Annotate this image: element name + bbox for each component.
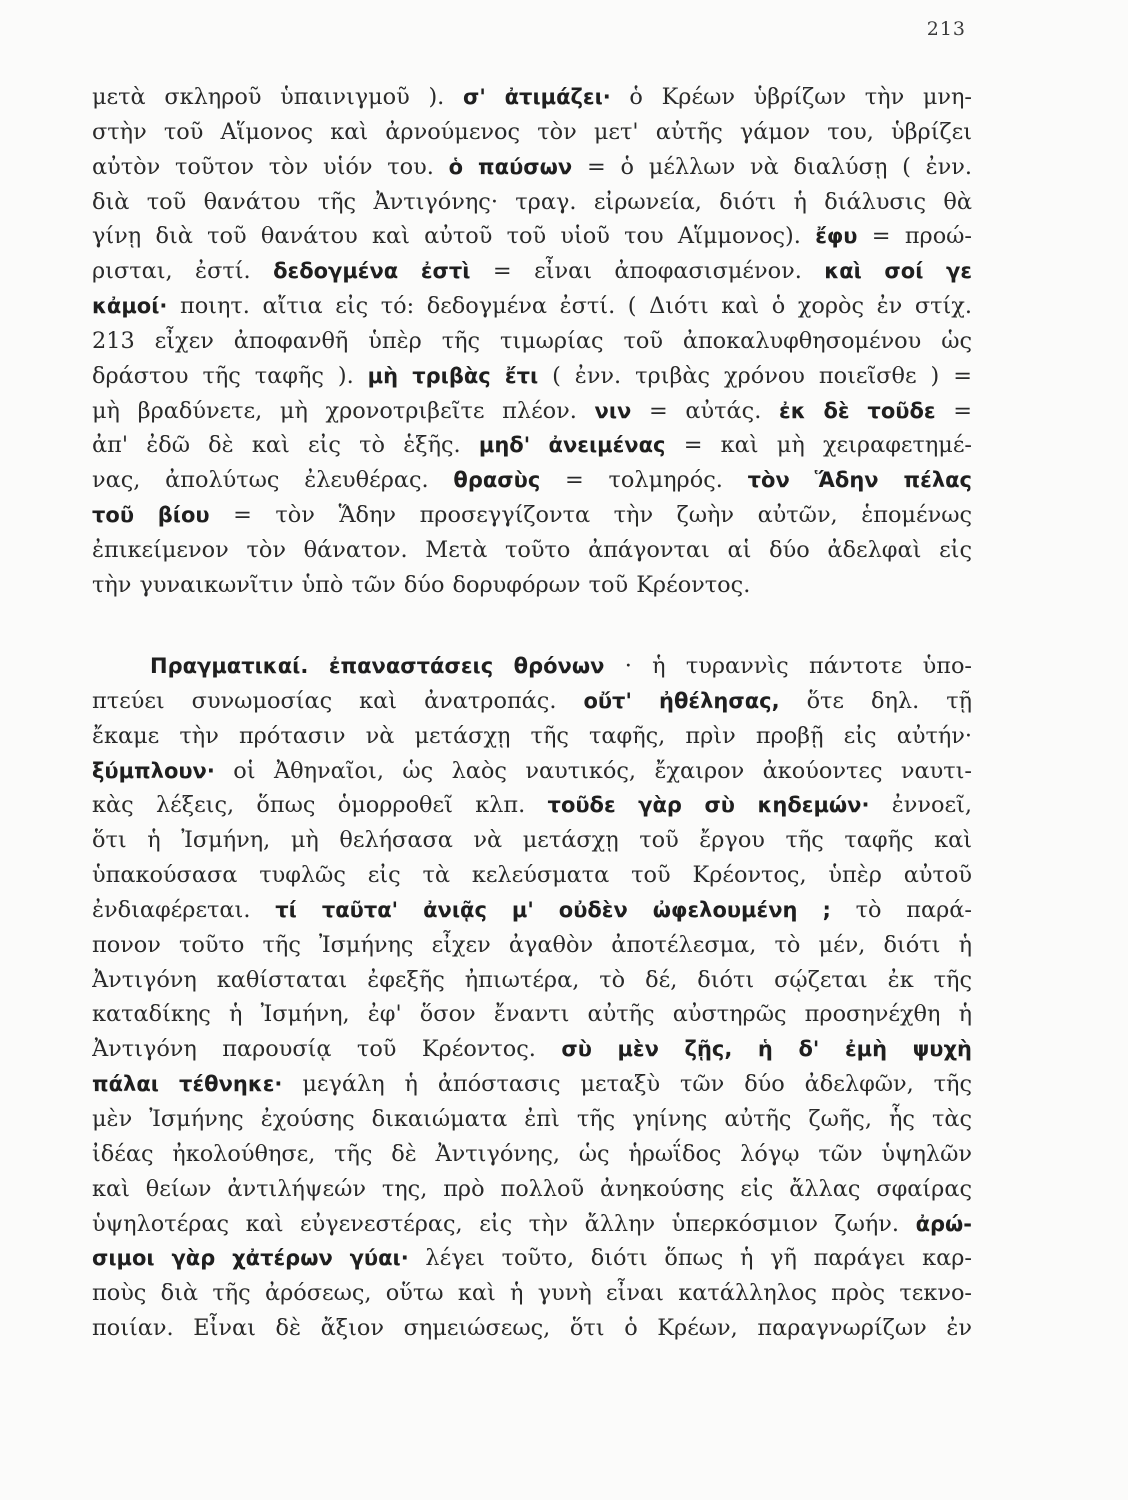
- lemma-term: Πραγματικαί.: [150, 654, 329, 678]
- commentary-text: = καὶ μὴ χειραφετημέ-: [665, 432, 972, 459]
- commentary-text: μεγάλη ἡ ἀπόστασις μεταξὺ τῶν δύο ἀδελφῶν, τῆς: [282, 1071, 972, 1098]
- lemma-term: τί ταῦτα' ἀνιᾷς μ' οὐδὲν ὠφελουμένη ;: [275, 897, 831, 922]
- text-line: [92, 963, 972, 998]
- text-line: [92, 1241, 972, 1276]
- text-line: [92, 428, 972, 463]
- commentary-text: τὴν γυναικωνῖτιν ὑπὸ τῶν δύο δορυφόρων τοῦ Κρέοντος.: [92, 571, 751, 598]
- commentary-text: ὅτι ἡ Ἰσμήνη, μὴ θελήσασα νὰ μετάσχῃ τοῦ ἔργου τῆς ταφῆς καὶ: [92, 827, 972, 854]
- commentary-text: οἱ Ἀθηναῖοι, ὡς λαὸς ναυτικός, ἔχαιρον ἀκούοντες ναυτι-: [214, 757, 972, 784]
- commentary-text: καταδίκης ἡ Ἰσμήνη, ἐφ' ὅσον ἔναντι αὐτῆς αὐστηρῶς προσηνέχθη ἡ: [92, 1001, 972, 1028]
- lemma-term: σ' ἀτιμάζει·: [462, 85, 611, 109]
- commentary-text: ἐνδιαφέρεται.: [92, 896, 276, 923]
- paragraph-2: [92, 649, 972, 1346]
- lemma-term: θρασὺς: [453, 468, 541, 493]
- lemma-term: μηδ' ἀνειμένας: [478, 433, 666, 458]
- text-line: [92, 1137, 972, 1172]
- text-line: [92, 533, 972, 568]
- commentary-text: γίνῃ διὰ τοῦ θανάτου καὶ αὐτοῦ τοῦ υἱοῦ του Αἵμμονος).: [92, 223, 816, 250]
- commentary-text: μετὰ σκληροῦ ὑπαινιγμοῦ ).: [92, 84, 463, 110]
- text-line: [92, 649, 972, 684]
- text-line: [92, 1311, 972, 1346]
- lemma-term: καὶ σοί γε: [824, 259, 972, 284]
- commentary-text: Ἀντιγόνη καθίσταται ἐφεξῆς ἠπιωτέρα, τὸ δέ, διότι σῴζεται ἐκ τῆς: [92, 966, 972, 993]
- text-line: [92, 359, 972, 394]
- text-line: [92, 893, 972, 928]
- commentary-text: ὅτε δηλ. τῇ: [779, 687, 972, 714]
- commentary-text: = τολμηρός.: [540, 467, 748, 494]
- commentary-text: ὑψηλοτέρας καὶ εὐγενεστέρας, εἰς τὴν ἄλλην ὑπερκόσμιον ζωήν.: [92, 1210, 916, 1237]
- lemma-term: κἀμοί·: [92, 294, 168, 319]
- commentary-text: ἐννοεῖ,: [869, 792, 972, 819]
- page-number: 213: [926, 18, 966, 40]
- commentary-text: στὴν τοῦ Αἵμονος καὶ ἀρνούμενος τὸν μετ' αὐτῆς γάμον του, ὑβρίζει: [92, 118, 972, 145]
- lemma-term: ἐκ δὲ τοῦδε: [779, 398, 936, 423]
- commentary-text: =: [935, 397, 972, 424]
- lemma-term: πάλαι τέθνηκε·: [92, 1072, 283, 1097]
- text-line: [92, 254, 972, 289]
- text-line: [92, 719, 972, 754]
- text-line: [92, 80, 972, 115]
- commentary-text: πονον τοῦτο τῆς Ἰσμήνης εἶχεν ἀγαθὸν ἀποτέλεσμα, τὸ μέν, διότι ἡ: [92, 931, 972, 958]
- commentary-text: λέγει τοῦτο, διότι ὅπως ἡ γῆ παράγει καρ-: [408, 1245, 972, 1272]
- text-line: [92, 1032, 972, 1067]
- commentary-text: Ἀντιγόνη παρουσίᾳ τοῦ Κρέοντος.: [92, 1036, 562, 1063]
- lemma-term: τὸν Ἅδην πέλας: [747, 468, 972, 493]
- commentary-text: πτεύει συνωμοσίας καὶ ἀνατροπάς.: [92, 687, 584, 714]
- lemma-term: ὁ παύσων: [448, 154, 573, 179]
- commentary-text: ποὺς διὰ τῆς ἀρόσεως, οὕτω καὶ ἡ γυνὴ εἶναι κατάλληλος πρὸς τεκνο-: [92, 1280, 972, 1307]
- text-line: [92, 463, 972, 498]
- commentary-text: = αὐτάς.: [631, 397, 779, 424]
- commentary-text: ἰδέας ἠκολούθησε, τῆς δὲ Ἀντιγόνης, ὡς ἡρωΐδος λόγῳ τῶν ὑψηλῶν: [92, 1140, 972, 1167]
- lemma-term: σὺ μὲν ζῇς, ἡ δ' ἐμὴ ψυχὴ: [561, 1037, 972, 1062]
- commentary-text: ἔκαμε τὴν πρότασιν νὰ μετάσχῃ τῆς ταφῆς, πρὶν προβῇ εἰς αὐτήν·: [92, 722, 972, 749]
- commentary-text: νας, ἀπολύτως ἐλευθέρας.: [92, 467, 454, 494]
- commentary-text: ποιητ. αἴτια εἰς τό: δεδογμένα ἐστί. ( Διότι καὶ ὁ χορὸς ἐν στίχ.: [167, 293, 972, 320]
- commentary-text: ἀπ' ἐδῶ δὲ καὶ εἰς τὸ ἑξῆς.: [92, 432, 479, 459]
- commentary-text: = τὸν Ἅδην προσεγγίζοντα τὴν ζωὴν αὐτῶν, ἑπομένως: [209, 502, 972, 529]
- text-line: [92, 754, 972, 789]
- commentary-text: δράστου τῆς ταφῆς ).: [92, 362, 368, 389]
- text-line: [92, 150, 972, 185]
- text-line: [92, 1276, 972, 1311]
- text-line: [92, 1172, 972, 1207]
- text-line: [92, 219, 972, 254]
- text-line: [92, 394, 972, 429]
- commentary-text: ( ἐνν. τριβὰς χρόνου ποιεῖσθε ) =: [538, 362, 972, 389]
- text-line: [92, 928, 972, 963]
- text-line: [92, 115, 972, 150]
- lemma-term: ἀρώ-: [915, 1211, 972, 1236]
- commentary-text: τὸ παρά-: [830, 896, 972, 923]
- lemma-term: ξύμπλουν·: [92, 758, 215, 783]
- commentary-text: ὁ Κρέων ὑβρίζων τὴν μνη-: [610, 84, 972, 110]
- commentary-text: μὴ βραδύνετε, μὴ χρονοτριβεῖτε πλέον.: [92, 397, 595, 424]
- lemma-term: ἐπαναστάσεις θρόνων: [328, 654, 605, 678]
- text-line: [92, 324, 972, 359]
- lemma-term: οὔτ' ἠθέλησας,: [583, 688, 780, 713]
- commentary-text: 213 εἶχεν ἀποφανθῆ ὑπὲρ τῆς τιμωρίας τοῦ ἀποκαλυφθησομένου ὡς: [92, 327, 972, 354]
- commentary-text: αὐτὸν τοῦτον τὸν υἱόν του.: [92, 153, 449, 180]
- commentary-text: μὲν Ἰσμήνης ἐχούσης δικαιώματα ἐπὶ τῆς γηίνης αὐτῆς ζωῆς, ἧς τὰς: [92, 1105, 972, 1132]
- text-line: [92, 568, 972, 603]
- commentary-text: ἐπικείμενον τὸν θάνατον. Μετὰ τοῦτο ἀπάγονται αἱ δύο ἀδελφαὶ εἰς: [92, 536, 972, 563]
- lemma-term: τοῦδε γὰρ σὺ κηδεμών·: [547, 793, 870, 818]
- text-line: [92, 858, 972, 893]
- commentary-text: ποιίαν. Εἶναι δὲ ἄξιον σημειώσεως, ὅτι ὁ Κρέων, παραγνωρίζων ἐν: [92, 1315, 972, 1342]
- text-line: [92, 684, 972, 719]
- commentary-text: ὑπακούσασα τυφλῶς εἰς τὰ κελεύσματα τοῦ Κρέοντος, ὑπὲρ αὐτοῦ: [92, 862, 972, 889]
- text-line: [92, 823, 972, 858]
- lemma-term: τοῦ βίου: [92, 503, 210, 528]
- commentary-text: = ὁ μέλλων νὰ διαλύσῃ ( ἐνν.: [572, 153, 972, 180]
- commentary-text: διὰ τοῦ θανάτου τῆς Ἀντιγόνης· τραγ. εἰρωνεία, διότι ἡ διάλυσις θὰ: [92, 188, 972, 215]
- lemma-term: νιν: [594, 398, 632, 423]
- text-line: [92, 1102, 972, 1137]
- text-line: [92, 997, 972, 1032]
- text-line: [92, 185, 972, 220]
- commentary-text: κὰς λέξεις, ὅπως ὁμορροθεῖ κλπ.: [92, 792, 548, 819]
- lemma-term: σιμοι γὰρ χἀτέρων γύαι·: [92, 1246, 409, 1271]
- text-line: [92, 788, 972, 823]
- lemma-term: ἔφυ: [815, 224, 858, 249]
- lemma-term: μὴ τριβὰς ἔτι: [367, 363, 539, 388]
- commentary-text: = εἶναι ἀποφασισμένον.: [470, 258, 825, 285]
- commentary-text: ρισται, ἐστί.: [92, 258, 274, 285]
- commentary-text: καὶ θείων ἀντιλήψεών της, πρὸ πολλοῦ ἀνηκούσης εἰς ἄλλας σφαίρας: [92, 1175, 972, 1202]
- text-line: [92, 289, 972, 324]
- text-line: [92, 498, 972, 533]
- commentary-text: = προώ-: [857, 223, 972, 250]
- text-line: [92, 1067, 972, 1102]
- commentary-text: · ἡ τυραννὶς πάντοτε ὑπο-: [604, 653, 972, 679]
- paragraph-1: [92, 80, 972, 603]
- lemma-term: δεδογμένα ἐστὶ: [273, 259, 471, 284]
- text-line: [92, 1207, 972, 1242]
